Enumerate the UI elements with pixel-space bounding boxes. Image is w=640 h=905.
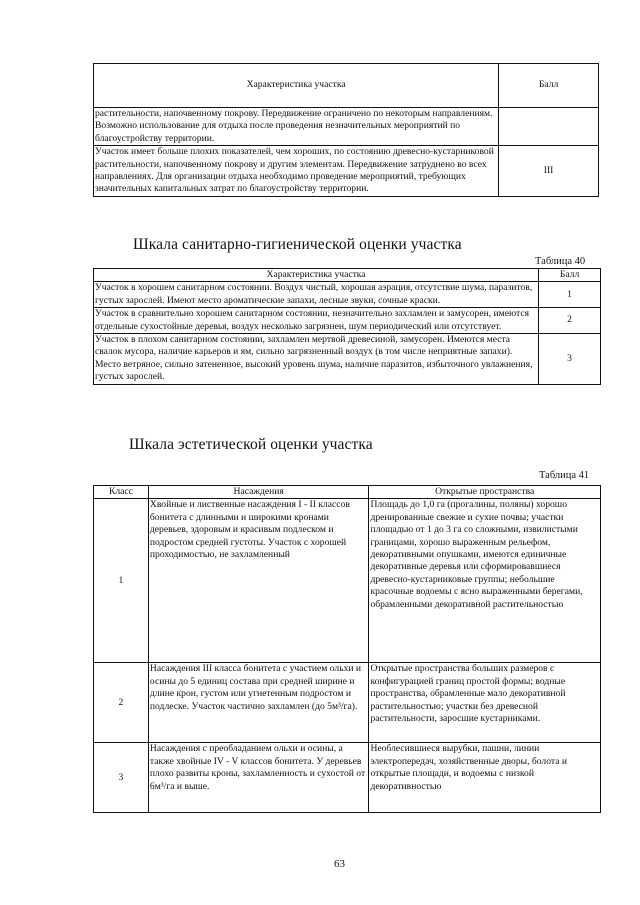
table-row: [94, 663, 601, 743]
section-heading-sanitary: Шкала санитарно-гигиенической оценки участка: [133, 236, 462, 253]
table-row: [94, 282, 601, 308]
table-row: [94, 108, 599, 146]
row-score: 1: [539, 282, 601, 308]
row-text: Участок имеет больше плохих показателей, чем хороших, по состоянию древесно-кустарниковой растительности, напочвенному покрову и другим элементам. Передвижение затруднено во всех направлениях. Для организации отдыха необходимо проведение мероприятий, требующих значительных капитальных затрат по благоустройству территории.: [94, 146, 499, 197]
page-number: 63: [334, 858, 345, 870]
header-class: Класс: [94, 486, 149, 499]
header-characteristic: Характеристика участка: [94, 64, 499, 108]
row-text: растительности, напочвенному покрову. Передвижение ограничено по некоторым направлениям. Возможно использование для отдыха после проведения незначительных мероприятий по благоустройству территории.: [94, 108, 499, 146]
table-row: [94, 334, 601, 385]
row-plantings: Насаждения с преобладанием ольхи и осины, а также хвойные IV - V классов бонитета. У деревьев плохо развиты кроны, захламленность и сухостой от 6м³/га и выше.: [148, 743, 369, 813]
table-41-header-row: [94, 486, 601, 499]
table-prev-header-row: [94, 64, 599, 108]
row-score: 3: [539, 334, 601, 385]
header-open-spaces: Открытые пространства: [369, 486, 601, 499]
table-label-41: Таблица 41: [539, 470, 590, 481]
table-label-40: Таблица 40: [535, 256, 586, 267]
row-text: Участок в плохом санитарном состоянии, захламлен мертвой древесиной, замусорен. Имеются места свалок мусора, наличие карьеров и ям, сильно загрязненный воздух (в том числе неприятные запахи). Место ветряное, сильно затененное, высокий уровень шума, наличие паразитов, избыточного увлажнения, густых зарослей.: [94, 334, 539, 385]
row-class: 1: [94, 499, 149, 663]
row-plantings: Насаждения III класса бонитета с участием ольхи и осины до 5 единиц состава при средней ширине и длине крон, густом или угнетенным подростом и подлеске. Участок частично захламлен (до 5м³/га).: [148, 663, 369, 743]
section-heading-aesthetic: Шкала эстетической оценки участка: [129, 436, 373, 453]
table-41: [93, 485, 601, 813]
table-40-header-row: [94, 269, 601, 282]
row-class: 2: [94, 663, 149, 743]
row-class: 3: [94, 743, 149, 813]
header-score: Балл: [499, 64, 599, 108]
header-score: Балл: [539, 269, 601, 282]
row-open-spaces: Площадь до 1,0 га (прогалины, поляны) хорошо дренированные свежие и сухие почвы; участки площадью от 1 до 3 га со сложными, извилистыми границами, хорошо выраженным рельефом, декоративными опушками, имеются единичные декоративные деревья или сформировавшиеся древесно-кустарниковые группы; небольшие красочные водоемы с ясно выраженными берегами, обрамленными декоративной растительностью: [369, 499, 601, 663]
table-row: [94, 146, 599, 197]
row-text: Участок в хорошем санитарном состоянии. Воздух чистый, хорошая аэрация, отсутствие шума, паразитов, густых зарослей. Имеют место ароматические запахи, лесные звуки, сочные краски.: [94, 282, 539, 308]
table-row: [94, 499, 601, 663]
table-40: [93, 268, 601, 385]
row-open-spaces: Открытые пространства больших размеров с конфигурацией границ простой формы; водные пространства, обрамленные мало декоративной растительностью; участки без древесной растительности, заросшие кустарниками.: [369, 663, 601, 743]
row-open-spaces: Необлесившиеся вырубки, пашни, линии электропередач, хозяйственные дворы, болота и открытые площади, и водоемы с низкой декоративностью: [369, 743, 601, 813]
row-score: III: [499, 146, 599, 197]
table-row: [94, 743, 601, 813]
row-score: [499, 108, 599, 146]
table-prev: [93, 63, 599, 197]
table-row: [94, 308, 601, 334]
header-plantings: Насаждения: [148, 486, 369, 499]
header-characteristic: Характеристика участка: [94, 269, 539, 282]
row-score: 2: [539, 308, 601, 334]
row-plantings: Хвойные и лиственные насаждения I - II классов бонитета с длинными и широкими кронами деревьев, здоровым и красивым подлеском и подростом средней густоты. Участок с хорошей проходимостью, не захламленный: [148, 499, 369, 663]
row-text: Участок в сравнительно хорошем санитарном состоянии, незначительно захламлен и замусорен, имеются отдельные сухостойные деревья, воздух несколько загрязнен, шум периодический или отсутствует.: [94, 308, 539, 334]
